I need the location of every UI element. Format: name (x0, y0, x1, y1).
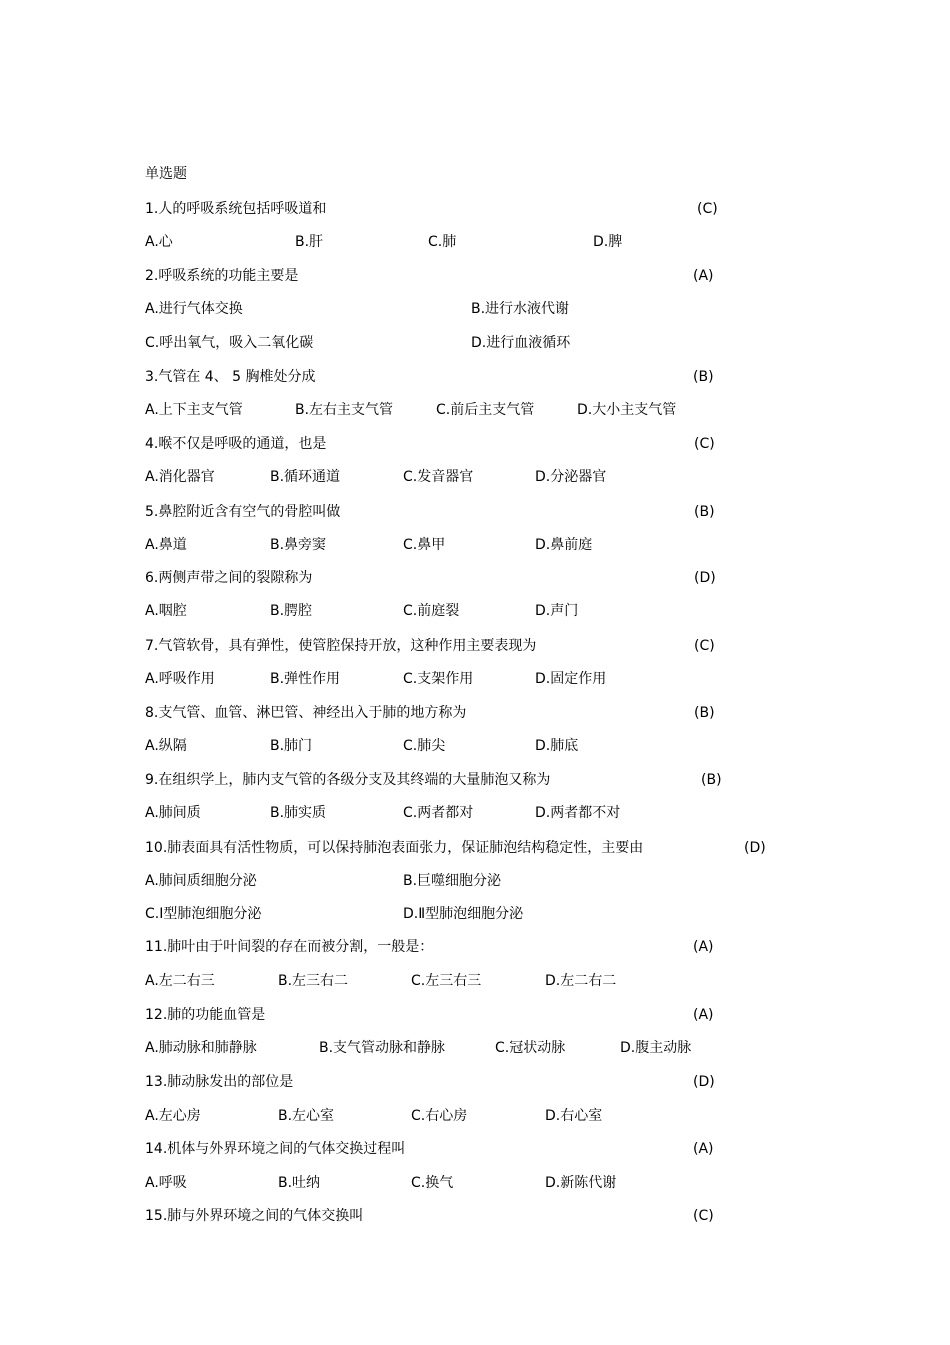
question-row (0, 837, 950, 859)
question-stem: 9.在组织学上，肺内支气管的各级分支及其终端的大量肺泡又称为 (145, 772, 551, 788)
answer-key: (A) (693, 268, 714, 284)
answer-key: (C) (694, 638, 715, 654)
option-c: C.前后主支气管 (436, 402, 535, 418)
option-d: D.肺底 (535, 738, 579, 754)
question-stem: 14.机体与外界环境之间的气体交换过程叫 (145, 1141, 406, 1157)
question-row (0, 702, 950, 724)
question-stem: 11.肺叶由于叶间裂的存在而被分割，一般是： (145, 939, 434, 955)
option-a: A.进行气体交换 (145, 301, 243, 317)
options-row (0, 668, 950, 690)
options-row (0, 298, 950, 320)
option-b: B.左三右二 (278, 973, 349, 989)
question-stem: 2.呼吸系统的功能主要是 (145, 268, 299, 284)
option-d: D.两者都不对 (535, 805, 621, 821)
options-row (0, 1037, 950, 1059)
option-a: A.左心房 (145, 1108, 201, 1124)
option-b: B.巨噬细胞分泌 (403, 873, 502, 889)
option-a: A.鼻道 (145, 537, 187, 553)
question-stem: 12.肺的功能血管是 (145, 1007, 266, 1023)
option-a: A.咽腔 (145, 603, 187, 619)
option-d: D.大小主支气管 (577, 402, 677, 418)
question-row (0, 366, 950, 388)
options-row (0, 1105, 950, 1127)
question-row (0, 936, 950, 958)
option-a: A.心 (145, 234, 173, 250)
options-row (0, 903, 950, 925)
options-row (0, 870, 950, 892)
option-d: D.左二右二 (545, 973, 617, 989)
options-row (0, 332, 950, 354)
answer-key: (D) (744, 840, 766, 856)
question-row (0, 1138, 950, 1160)
option-d: D.右心室 (545, 1108, 603, 1124)
option-a: A.肺间质 (145, 805, 201, 821)
answer-key: (B) (694, 504, 715, 520)
question-row (0, 433, 950, 455)
option-a: A.肺间质细胞分泌 (145, 873, 257, 889)
option-c: C.鼻甲 (403, 537, 446, 553)
answer-key: (C) (693, 1208, 714, 1224)
question-row (0, 567, 950, 589)
question-stem: 15.肺与外界环境之间的气体交换叫 (145, 1208, 364, 1224)
answer-key: (C) (697, 201, 718, 217)
answer-key: (A) (693, 1007, 714, 1023)
option-a: A.呼吸 (145, 1175, 187, 1191)
question-row (0, 1004, 950, 1026)
answer-key: (C) (694, 436, 715, 452)
option-d: D.Ⅱ型肺泡细胞分泌 (403, 906, 524, 922)
answer-key: (D) (694, 570, 716, 586)
options-row (0, 802, 950, 824)
option-d: D.腹主动脉 (620, 1040, 692, 1056)
option-c: C.两者都对 (403, 805, 474, 821)
option-a: A.左二右三 (145, 973, 215, 989)
option-b: B.左右主支气管 (295, 402, 394, 418)
option-c: C.Ⅰ型肺泡细胞分泌 (145, 906, 262, 922)
option-d: D.进行血液循环 (471, 335, 571, 351)
options-row (0, 735, 950, 757)
answer-key: (B) (693, 369, 714, 385)
option-b: B.左心室 (278, 1108, 335, 1124)
options-row (0, 466, 950, 488)
option-b: B.肝 (295, 234, 324, 250)
question-row (0, 1071, 950, 1093)
option-b: B.循环通道 (270, 469, 341, 485)
question-stem: 10.肺表面具有活性物质，可以保持肺泡表面张力，保证肺泡结构稳定性，主要由 (145, 840, 644, 856)
option-b: B.肺门 (270, 738, 313, 754)
options-row (0, 231, 950, 253)
option-c: C.换气 (411, 1175, 454, 1191)
question-row (0, 265, 950, 287)
option-d: D.固定作用 (535, 671, 607, 687)
answer-key: (A) (693, 939, 714, 955)
option-c: C.右心房 (411, 1108, 468, 1124)
option-d: D.鼻前庭 (535, 537, 593, 553)
option-d: D.分泌器官 (535, 469, 607, 485)
option-c: C.前庭裂 (403, 603, 460, 619)
option-c: C.呼出氧气，吸入二氧化碳 (145, 335, 314, 351)
option-a: A.消化器官 (145, 469, 215, 485)
option-b: B.肺实质 (270, 805, 327, 821)
question-stem: 6.两侧声带之间的裂隙称为 (145, 570, 313, 586)
option-d: D.声门 (535, 603, 579, 619)
question-row (0, 635, 950, 657)
question-stem: 3.气管在 4、 5 胸椎处分成 (145, 369, 316, 385)
question-row (0, 198, 950, 220)
option-b: B.弹性作用 (270, 671, 341, 687)
option-b: B.鼻旁窦 (270, 537, 327, 553)
options-row (0, 970, 950, 992)
question-row (0, 501, 950, 523)
question-stem: 8.支气管、血管、淋巴管、神经出入于肺的地方称为 (145, 705, 467, 721)
option-c: C.发音器官 (403, 469, 474, 485)
option-a: A.纵隔 (145, 738, 187, 754)
option-b: B.腭腔 (270, 603, 313, 619)
question-row (0, 1205, 950, 1227)
option-c: C.左三右三 (411, 973, 482, 989)
answer-key: (B) (694, 705, 715, 721)
question-stem: 4.喉不仅是呼吸的通道，也是 (145, 436, 327, 452)
option-b: B.吐纳 (278, 1175, 321, 1191)
option-a: A.上下主支气管 (145, 402, 243, 418)
option-d: D.新陈代谢 (545, 1175, 617, 1191)
question-stem: 1.人的呼吸系统包括呼吸道和 (145, 201, 327, 217)
option-c: C.肺 (428, 234, 457, 250)
options-row (0, 534, 950, 556)
question-row (0, 769, 950, 791)
options-row (0, 399, 950, 421)
answer-key: (B) (701, 772, 722, 788)
option-a: A.呼吸作用 (145, 671, 215, 687)
answer-key: (A) (693, 1141, 714, 1157)
option-a: A.肺动脉和肺静脉 (145, 1040, 257, 1056)
option-b: B.支气管动脉和静脉 (319, 1040, 446, 1056)
answer-key: (D) (693, 1074, 715, 1090)
section-title: 单选题 (145, 166, 187, 182)
question-stem: 7.气管软骨，具有弹性，使管腔保持开放，这种作用主要表现为 (145, 638, 537, 654)
option-d: D.脾 (593, 234, 623, 250)
option-c: C.肺尖 (403, 738, 446, 754)
options-row (0, 600, 950, 622)
options-row (0, 1172, 950, 1194)
question-stem: 13.肺动脉发出的部位是 (145, 1074, 294, 1090)
question-stem: 5.鼻腔附近含有空气的骨腔叫做 (145, 504, 341, 520)
option-c: C.支架作用 (403, 671, 474, 687)
option-c: C.冠状动脉 (495, 1040, 566, 1056)
option-b: B.进行水液代谢 (471, 301, 570, 317)
